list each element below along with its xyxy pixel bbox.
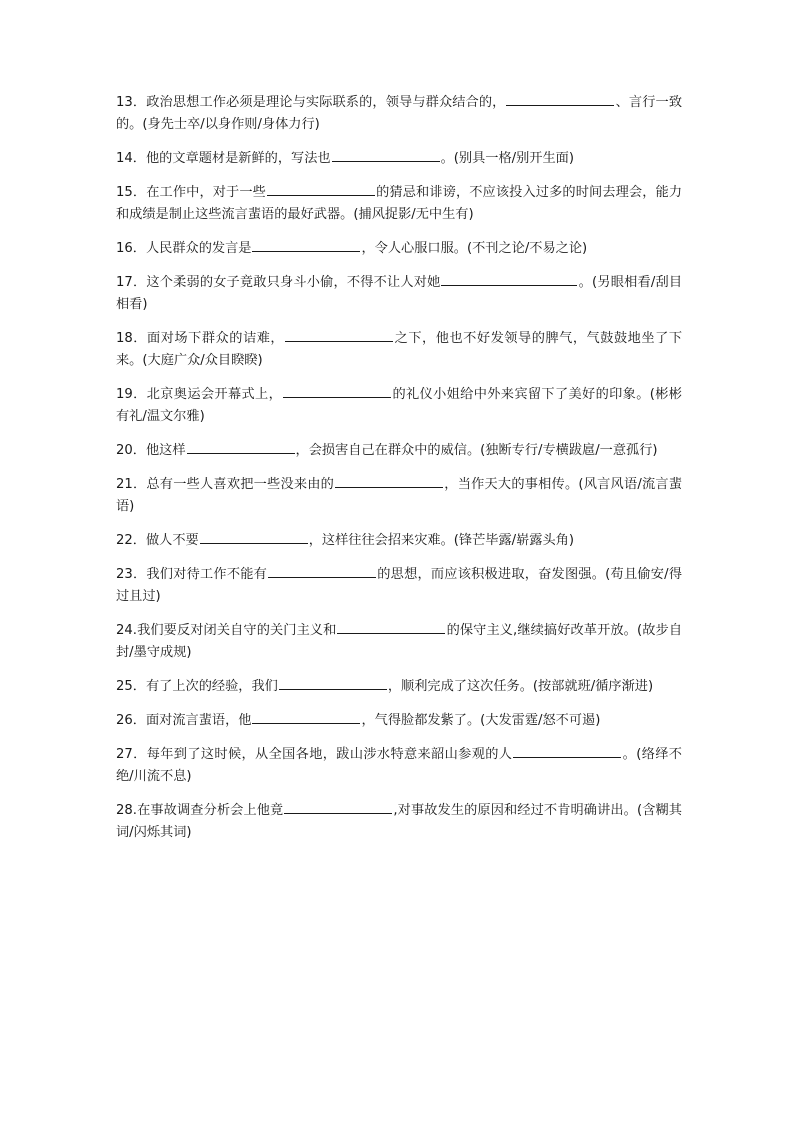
question-text-before: 我们对待工作不能有 xyxy=(146,567,268,582)
question-text-after: ，令人心服口服。(不刊之论/不易之论) xyxy=(361,241,588,256)
question-21 xyxy=(116,474,682,518)
question-text-before: 总有一些人喜欢把一些没来由的 xyxy=(146,477,335,492)
question-number: 15． xyxy=(116,185,147,200)
question-text-after: ，气得脸都发紫了。(大发雷霆/怒不可遏) xyxy=(361,713,601,728)
question-text-after: 、言行一致的。(身先士卒/以身作则/身体力行) xyxy=(116,95,683,132)
question-text-after: 的思想，而应该积极进取，奋发图强。(苟且偷安/得过且过) xyxy=(116,567,683,604)
answer-blank xyxy=(441,272,577,286)
question-text-after: 的猜忌和诽谤，不应该投入过多的时间去理会，能力和成绩是制止这些流言蜚语的最好武器。(捕风捉影/无中生有) xyxy=(116,185,683,222)
question-text-after: ，这样往往会招来灾难。(锋芒毕露/崭露头角) xyxy=(308,533,575,548)
question-list xyxy=(116,92,682,856)
question-25 xyxy=(116,676,682,698)
question-15 xyxy=(116,182,682,226)
question-number: 20． xyxy=(116,443,146,458)
question-number: 24. xyxy=(116,623,137,638)
question-26 xyxy=(116,710,682,732)
answer-blank xyxy=(284,800,392,814)
question-number: 28. xyxy=(116,803,137,818)
question-text-before: 这个柔弱的女子竟敢只身斗小偷，不得不让人对她 xyxy=(146,275,441,290)
question-number: 17． xyxy=(116,275,147,290)
answer-blank xyxy=(506,92,614,106)
question-18 xyxy=(116,328,682,372)
question-number: 26． xyxy=(116,713,146,728)
question-text-after: 。(另眼相看/刮目相看) xyxy=(116,275,683,312)
question-text-after: 的礼仪小姐给中外来宾留下了美好的印象。(彬彬有礼/温文尔雅) xyxy=(116,387,682,424)
question-number: 25． xyxy=(116,679,146,694)
question-text-after: 。(络绎不绝/川流不息) xyxy=(116,747,682,784)
question-text-after: ,对事故发生的原因和经过不肯明确讲出。(含糊其词/闪烁其词) xyxy=(116,803,682,840)
answer-blank xyxy=(335,474,443,488)
question-23 xyxy=(116,564,682,608)
question-text-before: 在工作中，对于一些 xyxy=(146,185,266,200)
question-number: 14． xyxy=(116,151,146,166)
question-text-after: 之下，他也不好发领导的脾气，气鼓鼓地坐了下来。(大庭广众/众目睽睽) xyxy=(116,331,683,368)
question-13 xyxy=(116,92,682,136)
question-number: 22． xyxy=(116,533,146,548)
question-number: 19． xyxy=(116,387,147,402)
question-text-before: 人民群众的发言是 xyxy=(145,241,252,256)
question-text-before: 他的文章题材是新鲜的，写法也 xyxy=(145,151,331,166)
question-text-after: ，当作天大的事相传。(风言风语/流言蜚语) xyxy=(116,477,683,514)
answer-blank xyxy=(332,148,440,162)
question-text-before: 有了上次的经验，我们 xyxy=(145,679,278,694)
question-22 xyxy=(116,530,682,552)
answer-blank xyxy=(268,564,376,578)
question-text-before: 做人不要 xyxy=(145,533,199,548)
answer-blank xyxy=(513,744,621,758)
question-number: 16． xyxy=(116,241,146,256)
question-text-before: 每年到了这时候，从全国各地，跋山涉水特意来韶山参观的人 xyxy=(146,747,513,762)
question-text-before: 我们要反对闭关自守的关门主义和 xyxy=(136,623,337,638)
answer-blank xyxy=(279,676,387,690)
answer-blank xyxy=(200,530,308,544)
question-14 xyxy=(116,148,682,170)
question-text-before: 政治思想工作必须是理论与实际联系的，领导与群众结合的， xyxy=(146,95,506,110)
question-text-before: 北京奥运会开幕式上， xyxy=(146,387,283,402)
answer-blank xyxy=(283,384,391,398)
question-number: 21． xyxy=(116,477,147,492)
answer-blank xyxy=(187,440,295,454)
question-text-before: 面对场下群众的诘难， xyxy=(147,331,285,346)
question-27 xyxy=(116,744,682,788)
answer-blank xyxy=(252,238,360,252)
question-number: 13． xyxy=(116,95,147,110)
question-text-after: ，会损害自己在群众中的威信。(独断专行/专横跋扈/一意孤行) xyxy=(295,443,658,458)
question-16 xyxy=(116,238,682,260)
question-text-before: 他这样 xyxy=(145,443,186,458)
question-17 xyxy=(116,272,682,316)
question-20 xyxy=(116,440,682,462)
answer-blank xyxy=(267,182,375,196)
question-text-after: ，顺利完成了这次任务。(按部就班/循序渐进) xyxy=(387,679,654,694)
question-text-after: 。(别具一格/别开生面) xyxy=(440,151,575,166)
question-28 xyxy=(116,800,682,844)
answer-blank xyxy=(252,710,360,724)
question-24 xyxy=(116,620,682,664)
question-text-after: 的保守主义,继续搞好改革开放。(故步自封/墨守成规) xyxy=(116,623,683,660)
question-text-before: 面对流言蜚语，他 xyxy=(145,713,252,728)
answer-blank xyxy=(337,620,445,634)
question-19 xyxy=(116,384,682,428)
question-number: 18． xyxy=(116,331,148,346)
question-number: 23． xyxy=(116,567,147,582)
question-number: 27． xyxy=(116,747,147,762)
question-text-before: 在事故调查分析会上他竟 xyxy=(136,803,284,818)
answer-blank xyxy=(285,328,393,342)
